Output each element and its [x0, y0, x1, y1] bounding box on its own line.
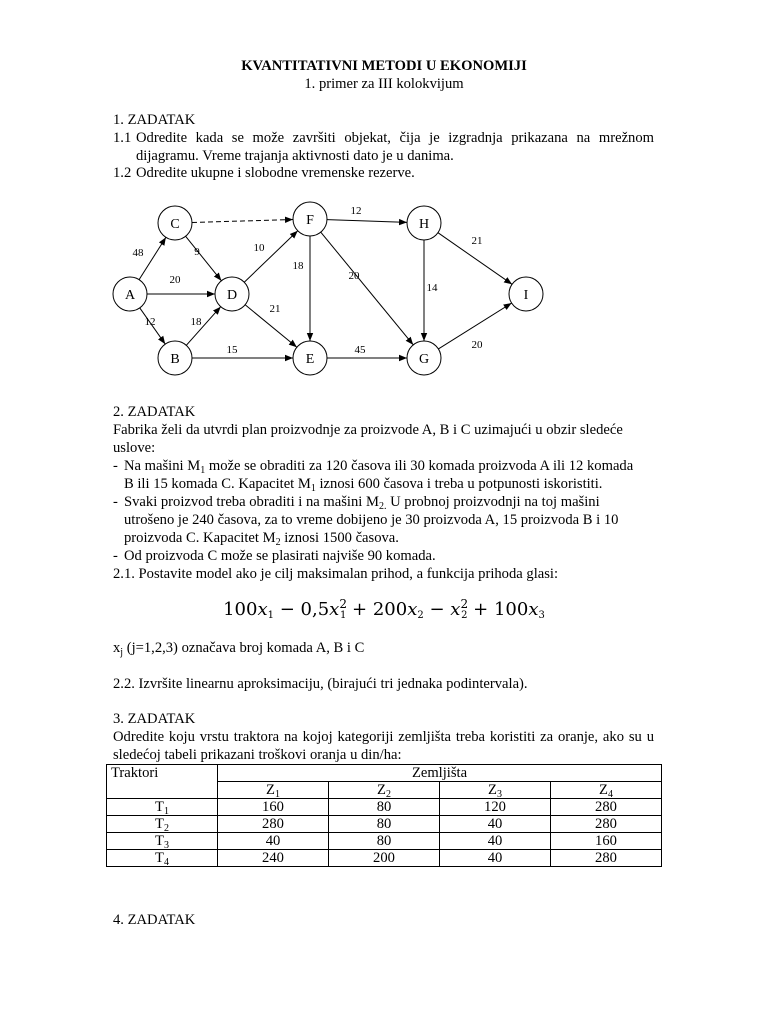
- edge-weight-A-C: 48: [132, 247, 144, 259]
- xj-definition: $x_j$ (j=1,2,3) označava broj komada A, B i C: [113, 640, 365, 658]
- table-cell: 80: [329, 833, 440, 850]
- row-label-cell: $T_1$: [107, 799, 218, 816]
- task3-line1: Odredite koju vrstu traktora na kojoj kategoriji zemljišta treba koristiti za oranje, ako su u: [113, 729, 654, 745]
- task4-heading: 4. ZADATAK: [113, 912, 196, 928]
- task2-bullet2-line3: proizvoda C. Kapacitet $M_2$ iznosi 1500 časova.: [124, 530, 399, 548]
- table-cell: 280: [218, 816, 329, 833]
- table-cell: 40: [440, 816, 551, 833]
- task1-heading: 1. ZADATAK: [113, 112, 196, 128]
- page-subtitle: 1. primer za III kolokvijum: [304, 76, 464, 92]
- task1-item2-text: Odredite ukupne i slobodne vremenske rezerve.: [136, 165, 415, 181]
- task2-heading: 2. ZADATAK: [113, 404, 196, 420]
- task2-bullet1-line2: B ili 15 komada C. Kapacitet $M_1$ iznosi 600 časova i treba u potpunosti iskoristiti.: [124, 476, 603, 494]
- task2-bullet2-line1: Svaki proizvod treba obraditi i na mašini $M_{2.}$ U probnoj proizvodnji na toj mašini: [124, 494, 600, 512]
- row-header-cell: Traktori: [107, 765, 218, 799]
- table-row: [107, 833, 662, 850]
- task3-heading: 3. ZADATAK: [113, 711, 196, 727]
- task2-bullet3: Od proizvoda C može se plasirati najviše 90 komada.: [124, 548, 436, 564]
- table-cell: 280: [551, 850, 662, 867]
- edge-weight-C-D: 9: [194, 246, 200, 258]
- edge-weight-A-D: 20: [169, 274, 181, 286]
- task1-item2-number: 1.2: [113, 165, 132, 181]
- node-label-D: D: [226, 288, 238, 303]
- edge-weight-F-H: 12: [350, 205, 362, 217]
- column-header-cell: $Z_3$: [440, 782, 551, 799]
- bullet-dash: -: [113, 548, 118, 564]
- table-cell: 80: [329, 816, 440, 833]
- table-cell: 40: [218, 833, 329, 850]
- column-header-cell: $Z_2$: [329, 782, 440, 799]
- edge-weight-D-F: 10: [253, 242, 265, 254]
- edge-weight-F-E: 18: [292, 260, 304, 272]
- task2-question1: 2.1. Postavite model ako je cilj maksimalan prihod, a funkcija prihoda glasi:: [113, 566, 559, 582]
- table-cell: 40: [440, 850, 551, 867]
- node-label-C: C: [170, 217, 180, 232]
- bullet-dash: -: [113, 494, 118, 510]
- edge-weight-A-B: 12: [144, 316, 156, 328]
- task1-item1-number: 1.1: [113, 130, 132, 146]
- table-row: [107, 799, 662, 816]
- edge-weight-H-G: 14: [426, 282, 438, 294]
- node-label-H: H: [418, 217, 430, 232]
- table-cell: 280: [551, 799, 662, 816]
- edge-weight-H-I: 21: [471, 235, 483, 247]
- edge-D-F: [244, 231, 297, 282]
- node-label-F: F: [306, 213, 314, 228]
- task1-item1-line2: dijagramu. Vreme trajanja aktivnosti dato je u danima.: [136, 148, 454, 164]
- table-row: [107, 816, 662, 833]
- edge-weight-D-E: 21: [269, 303, 281, 315]
- edge-C-F: [192, 220, 293, 223]
- edge-weight-G-I: 20: [471, 339, 483, 351]
- node-label-A: A: [124, 288, 136, 303]
- page-title: KVANTITATIVNI METODI U EKONOMIJI: [241, 58, 527, 74]
- edge-C-D: [186, 236, 222, 280]
- task2-intro-line1: Fabrika želi da utvrdi plan proizvodnje za proizvode A, B i C uzimajući u obzir sledeće: [113, 422, 623, 438]
- bullet-dash: -: [113, 458, 118, 474]
- task3-line2: sledećoj tabeli prikazani troškovi oranja u din/ha:: [113, 747, 402, 763]
- node-label-E: E: [305, 352, 315, 367]
- table-cell: 120: [440, 799, 551, 816]
- table-cell: 280: [551, 816, 662, 833]
- task2-bullet2-line2: utrošeno je 240 časova, za to vreme dobijeno je 30 proizvoda A, 15 proizvoda B i 10: [124, 512, 619, 528]
- task2-intro-line2: uslove:: [113, 440, 156, 456]
- table-cell: 40: [440, 833, 551, 850]
- edge-weight-E-G: 45: [354, 344, 366, 356]
- task2-question2: 2.2. Izvršite linearnu aproksimaciju, (birajući tri jednaka podintervala).: [113, 676, 528, 692]
- revenue-formula: $100x_1 - 0,5x^2_1 + 200x_2 - x^2_2 + 100x_3$: [223, 597, 545, 621]
- table-cell: 240: [218, 850, 329, 867]
- edge-weight-B-D: 18: [190, 316, 202, 328]
- table-cell: 160: [218, 799, 329, 816]
- node-label-G: G: [418, 352, 430, 367]
- tractor-cost-table: [106, 764, 662, 867]
- node-label-I: I: [523, 288, 529, 303]
- task2-bullet1-line1: Na mašini $M_1$ može se obraditi za 120 časova ili 30 komada proizvoda A ili 12 komada: [124, 458, 634, 476]
- edge-weight-F-G: 20: [348, 270, 360, 282]
- table-cell: 200: [329, 850, 440, 867]
- table-header-row: [107, 765, 662, 782]
- column-header-cell: $Z_1$: [218, 782, 329, 799]
- edge-F-G: [321, 232, 413, 345]
- table-cell: 80: [329, 799, 440, 816]
- column-header-cell: $Z_4$: [551, 782, 662, 799]
- row-label-cell: $T_4$: [107, 850, 218, 867]
- table-cell: 160: [551, 833, 662, 850]
- task1-item1-line1: Odredite kada se može završiti objekat, čija je izgradnja prikazana na mrežnom: [136, 130, 654, 146]
- node-label-B: B: [170, 352, 180, 367]
- group-header-cell: Zemljišta: [218, 765, 662, 782]
- row-label-cell: $T_3$: [107, 833, 218, 850]
- edge-F-H: [327, 220, 407, 223]
- table-row: [107, 850, 662, 867]
- edge-weight-B-E: 15: [226, 344, 238, 356]
- row-label-cell: $T_2$: [107, 816, 218, 833]
